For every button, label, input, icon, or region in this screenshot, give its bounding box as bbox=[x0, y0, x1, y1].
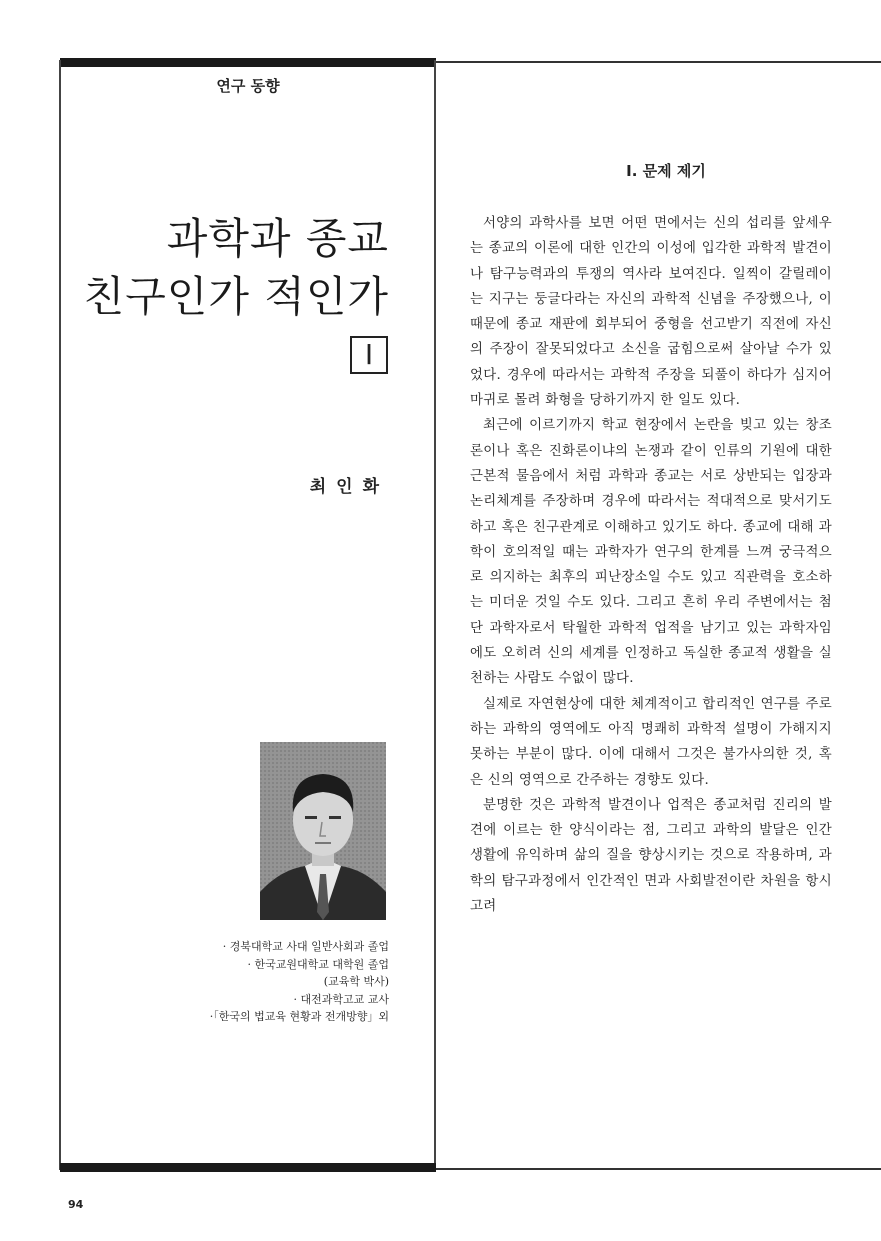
paragraph: 서양의 과학사를 보면 어떤 면에서는 신의 섭리를 앞세우는 종교의 이론에 대한 인간의 이성에 입각한 과학적 발견이나 탐구능력과의 투쟁의 역사라 보여진다. 일찍이 갈릴레이는 지구는 둥글다라는 자신의 과학적 신념을 주장했으나, 이 때문에 종교 재판에 회부되어 중형을 선고받기 직전에 자신의 주장이 잘못되었다고 소신을 굽힘으로써 살아날 수가 있었다. 경우에 따라서는 과학적 주장을 되풀이 하다가 심지어 마귀로 몰려 화형을 당하기까지 한 일도 있다. bbox=[470, 216, 832, 409]
left-border bbox=[59, 60, 61, 1170]
paragraph: 분명한 것은 과학적 발견이나 업적은 종교처럼 진리의 발견에 이르는 한 양식이라는 점, 그리고 과학의 발달은 인간 생활에 유익하며 삶의 질을 향상시키는 것으로 작용하며, 과학의 탐구과정에서 인간적인 면과 사회발전이란 차원을 항시 고려 bbox=[470, 797, 832, 915]
page-number: 94 bbox=[68, 1198, 84, 1211]
author-name: 최인화 bbox=[309, 477, 389, 497]
author-bio bbox=[99, 938, 389, 1026]
bottom-rule bbox=[60, 1163, 436, 1172]
article-title bbox=[84, 210, 389, 326]
column-divider bbox=[434, 60, 436, 1170]
top-rule-right bbox=[436, 61, 881, 63]
section-label: 연구 동향 bbox=[216, 77, 280, 95]
bio-line: · 한국교원대학교 대학원 졸업 bbox=[247, 957, 389, 971]
paragraph: 실제로 자연현상에 대한 체계적이고 합리적인 연구를 주로 하는 과학의 영역에도 아직 명쾌히 과학적 설명이 가해지지 못하는 부분이 많다. 이에 대해서 그것은 불가사의한 것, 혹은 신의 영역으로 간주하는 경향도 있다. bbox=[470, 696, 832, 788]
section-heading: Ⅰ. 문제 제기 bbox=[626, 162, 706, 180]
top-rule bbox=[60, 58, 436, 67]
paragraph: 최근에 이르기까지 학교 현장에서 논란을 빚고 있는 창조론이나 혹은 진화론이냐의 논쟁과 같이 인류의 기원에 대한 근본적 물음에서 처럼 과학과 종교는 서로 상반되는 입장과 논리체계를 주장하며 경우에 따라서는 적대적으로 맞서기도 하고 혹은 친구관계로 이해하고 있기도 하다. 종교에 대해 과학이 호의적일 때는 과학자가 연구의 한계를 느껴 궁극적으로 의지하는 최후의 피난장소일 수도 있고 직관력을 호소하는 미더운 것일 수도 있다. 그리고 흔히 우리 주변에서는 첨단 과학자로서 탁월한 과학적 업적을 남기고 있는 과학자임에도 오히려 신의 세계를 인정하고 독실한 종교적 생활을 실천하는 사람도 수없이 많다. bbox=[470, 418, 832, 687]
bio-line: · 경북대학교 사대 일반사회과 졸업 bbox=[222, 940, 389, 953]
bio-line: · 대전과학고교 교사 bbox=[293, 992, 389, 1006]
bio-line: (교육학 박사) bbox=[323, 975, 389, 988]
title-line-1: 과학과 종교 bbox=[166, 214, 389, 263]
title-line-2: 친구인가 적인가 bbox=[83, 272, 389, 321]
bio-line: ·「한국의 법교육 현황과 전개방향」외 bbox=[209, 1010, 389, 1023]
article-body bbox=[470, 160, 832, 919]
author-photo bbox=[260, 742, 386, 920]
part-number-box: Ⅰ bbox=[350, 336, 388, 374]
bottom-rule-right bbox=[436, 1168, 881, 1170]
